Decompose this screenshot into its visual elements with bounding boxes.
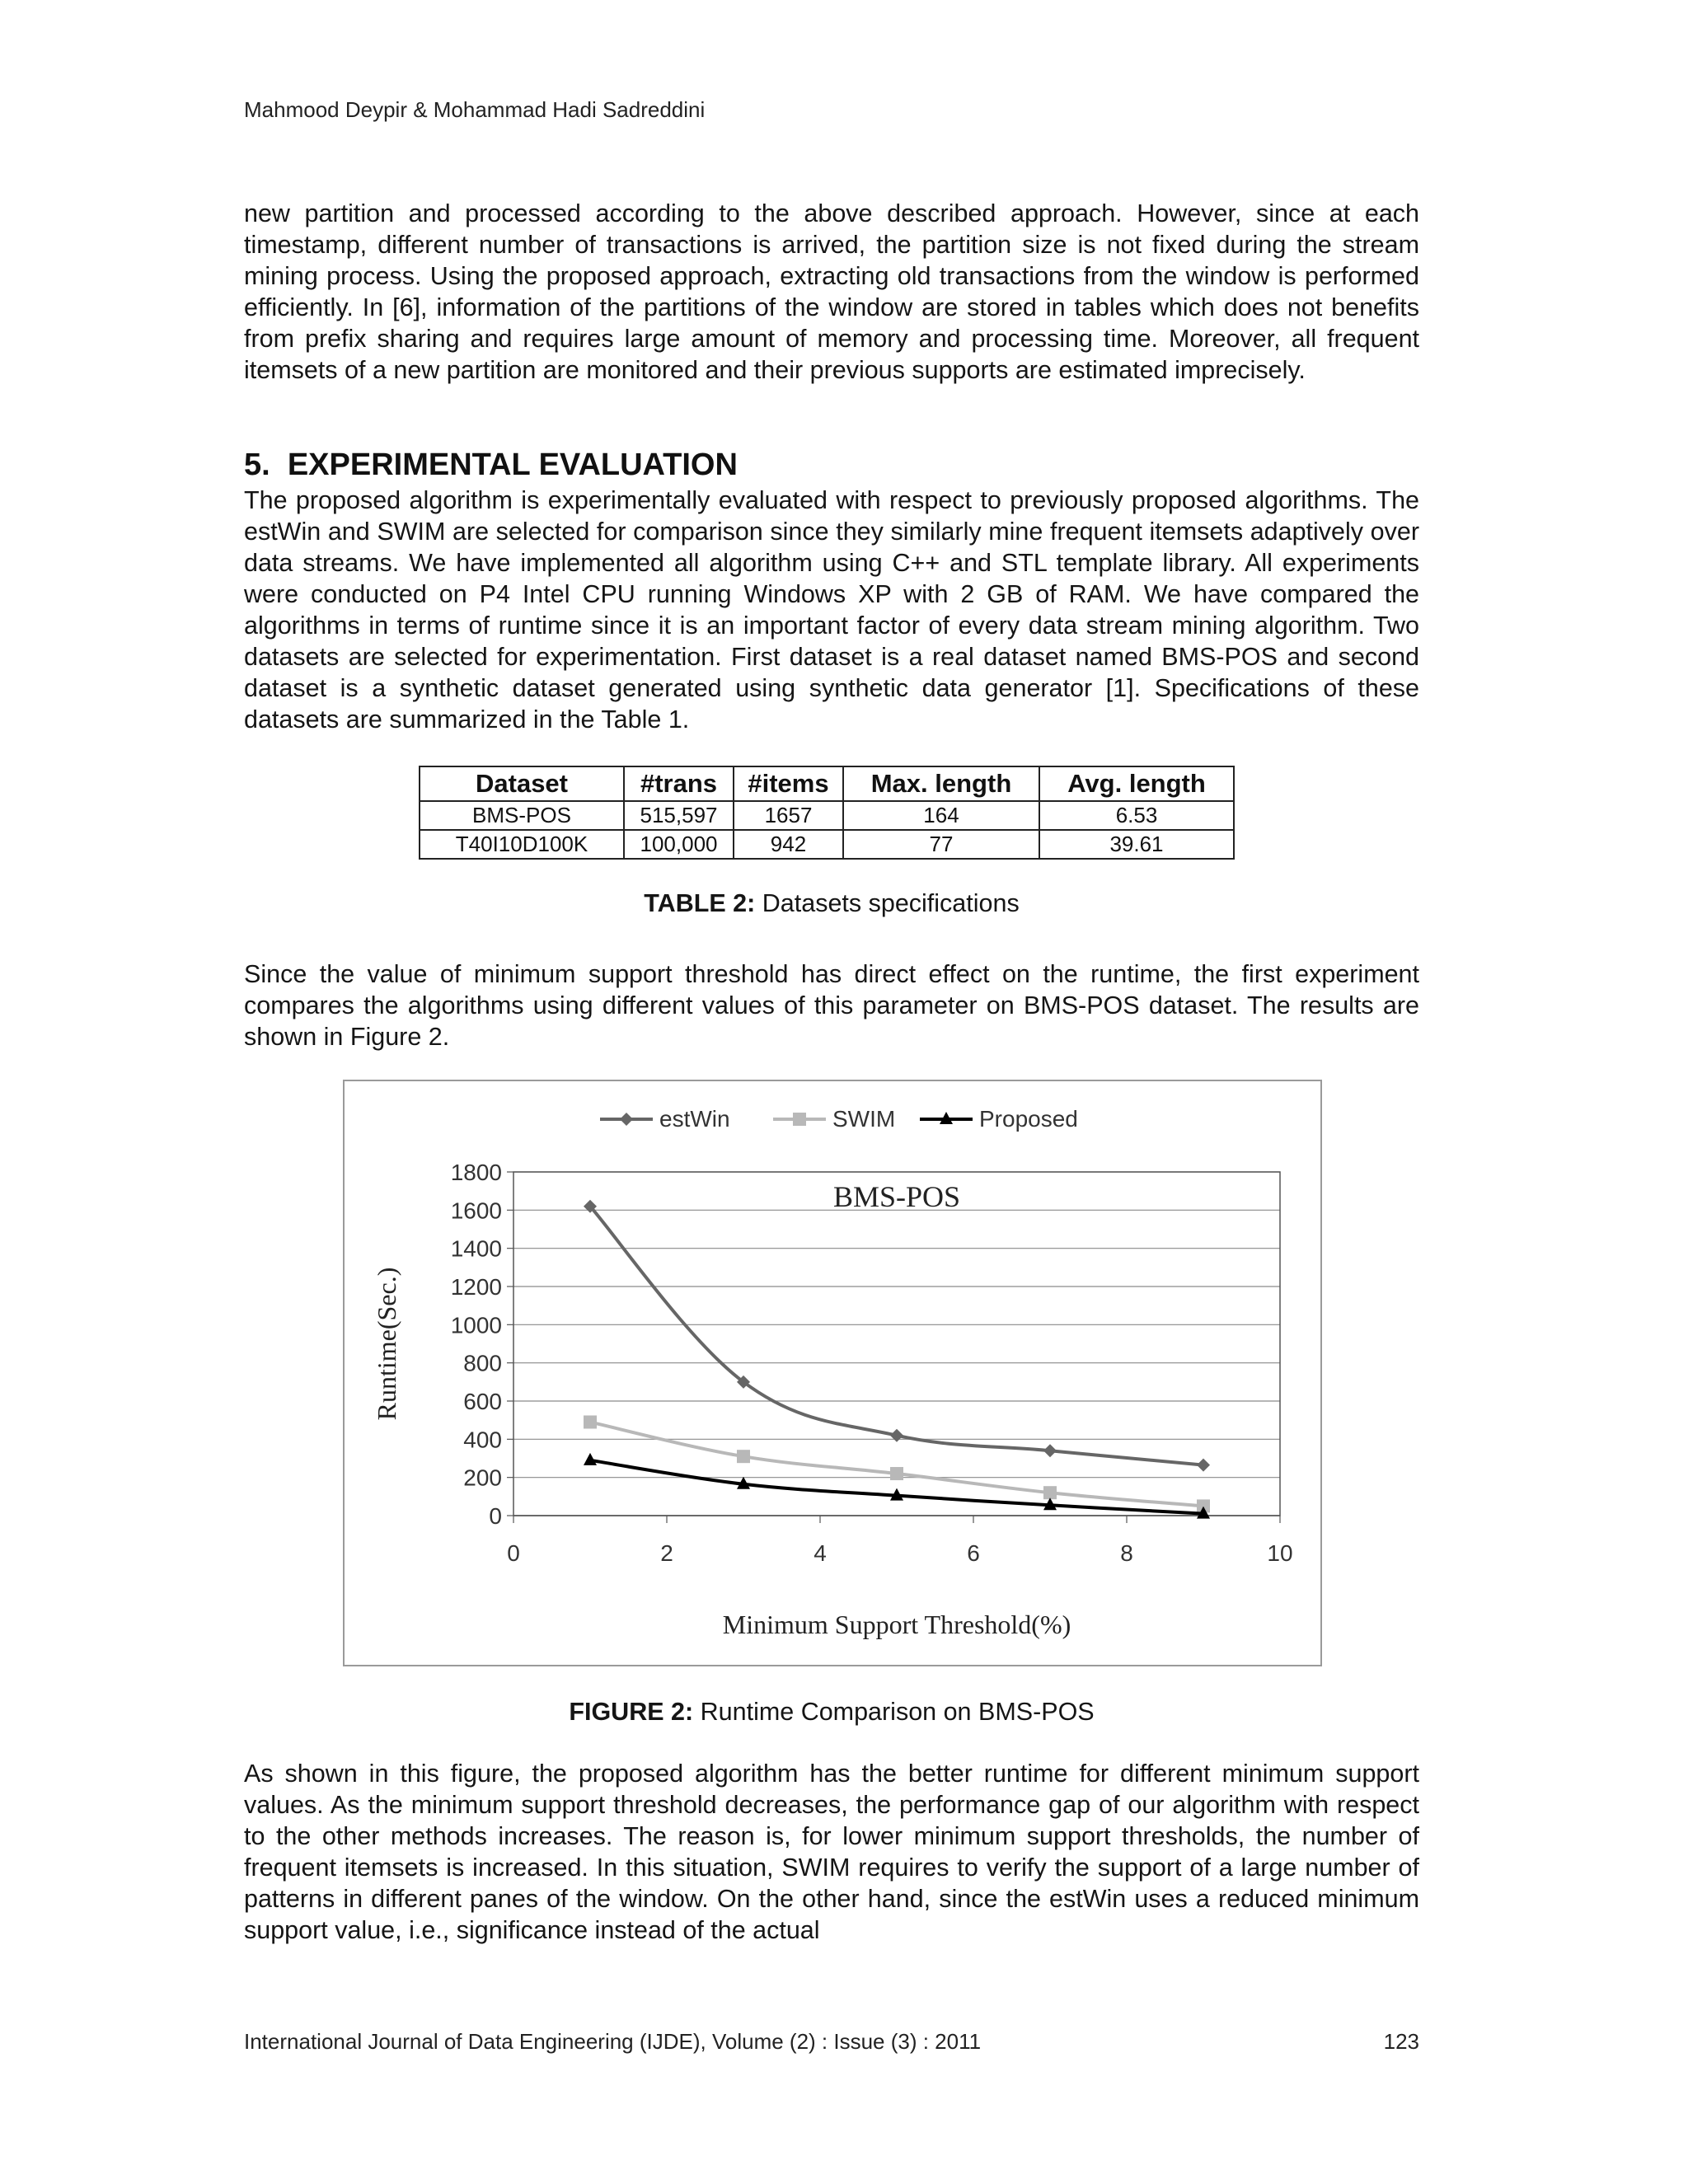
- legend-entry: [920, 1106, 1078, 1132]
- figure-caption: [244, 1698, 1419, 1727]
- table-cell: 6.53: [1039, 801, 1234, 830]
- page-number: 123: [1383, 2029, 1419, 2054]
- y-tick-label: 600: [463, 1389, 502, 1414]
- chart-title: BMS-POS: [832, 1180, 961, 1213]
- y-tick-label: 1200: [450, 1274, 502, 1300]
- data-point: [584, 1453, 597, 1465]
- paragraph-first-experiment: Since the value of minimum support threshold has direct effect on the runtime, the first experiment compares the algorithms using different values of this parameter on BMS-POS dataset. The results are shown in Figure 2.: [244, 960, 1419, 1051]
- table-cell: T40I10D100K: [420, 830, 624, 859]
- table-caption-label: TABLE 2:: [644, 889, 756, 917]
- table-caption-text: Datasets specifications: [755, 889, 1020, 917]
- legend-entry: [773, 1106, 895, 1132]
- legend-label: SWIM: [832, 1106, 896, 1132]
- y-tick-label: 1600: [450, 1197, 502, 1224]
- y-tick-label: 200: [463, 1465, 502, 1491]
- table-header-cell: Max. length: [843, 766, 1039, 801]
- page-footer: [244, 2029, 1419, 2055]
- x-tick-label: 0: [507, 1540, 520, 1566]
- series-estwin: [584, 1200, 1210, 1472]
- data-point: [1043, 1486, 1057, 1499]
- paragraph-discussion: As shown in this figure, the proposed algorithm has the better runtime for different minimum support values. As the minimum support threshold decreases, the performance gap of our algorithm with respect to the other methods increases. The reason is, for lower minimum support thresholds, the number of frequent itemsets is increased. In this situation, SWIM requires to verify the support of a large number of patterns in different panes of the window. On the other hand, since the estWin uses a reduced minimum support value, i.e., significance instead of the actual: [244, 1760, 1419, 1944]
- legend-label: estWin: [659, 1106, 730, 1132]
- y-tick-label: 1800: [450, 1160, 502, 1185]
- figure-frame: [343, 1080, 1322, 1666]
- table-caption: [244, 889, 1419, 918]
- y-tick-label: 1000: [450, 1312, 502, 1338]
- table-header-cell: Avg. length: [1039, 766, 1234, 801]
- legend-label: Proposed: [979, 1106, 1078, 1132]
- section-heading: [244, 448, 738, 483]
- section-title: EXPERIMENTAL EVALUATION: [287, 448, 738, 482]
- runtime-line-chart: [345, 1081, 1320, 1665]
- table-cell: BMS-POS: [420, 801, 624, 830]
- x-tick-label: 4: [814, 1540, 827, 1566]
- x-tick-label: 2: [660, 1540, 673, 1566]
- table-cell: 1657: [734, 801, 843, 830]
- table-cell: 100,000: [624, 830, 734, 859]
- paragraph-intro: new partition and processed according to the above described approach. However, since at each timestamp, different number of transactions is arrived, the partition size is not fixed during the stream mining process. Using the proposed approach, extracting old transactions from the window is performed efficiently. In [6], information of the partitions of the window are stored in tables which does not benefits from prefix sharing and requires large amount of memory and processing time. Moreover, all frequent itemsets of a new partition are monitored and their previous supports are estimated imprecisely.: [244, 199, 1419, 384]
- table-cell: 515,597: [624, 801, 734, 830]
- table-row: [420, 801, 1234, 830]
- y-tick-label: 1400: [450, 1235, 502, 1262]
- plot-area-border: [513, 1172, 1280, 1516]
- table-header-cell: Dataset: [420, 766, 624, 801]
- section-number: 5.: [244, 448, 270, 482]
- journal-citation: International Journal of Data Engineering (IJDE), Volume (2) : Issue (3) : 2011: [244, 2029, 982, 2054]
- figure-caption-text: Runtime Comparison on BMS-POS: [693, 1698, 1095, 1726]
- data-point: [620, 1113, 633, 1126]
- y-tick-label: 400: [463, 1427, 502, 1453]
- data-point: [1043, 1444, 1057, 1457]
- legend-entry: [600, 1106, 730, 1132]
- data-point: [890, 1467, 903, 1480]
- table-cell: 77: [843, 830, 1039, 859]
- datasets-table: [419, 766, 1235, 860]
- chart-series: [584, 1200, 1210, 1519]
- table-cell: 942: [734, 830, 843, 859]
- y-axis-label: Runtime(Sec.): [372, 1267, 401, 1421]
- x-tick-label: 8: [1120, 1540, 1133, 1566]
- x-tick-label: 10: [1267, 1540, 1293, 1566]
- data-point: [737, 1450, 750, 1463]
- chart-legend: [600, 1106, 1078, 1132]
- series-line: [590, 1207, 1203, 1465]
- data-point: [584, 1415, 597, 1428]
- table-header-cell: #items: [734, 766, 843, 801]
- y-tick-label: 0: [489, 1503, 502, 1529]
- table-header-row: [420, 766, 1234, 801]
- table-cell: 164: [843, 801, 1039, 830]
- series-proposed: [584, 1453, 1210, 1519]
- data-point: [793, 1113, 806, 1126]
- x-tick-label: 6: [967, 1540, 980, 1566]
- data-point: [890, 1429, 903, 1442]
- table-row: [420, 830, 1234, 859]
- y-tick-label: 800: [463, 1350, 502, 1376]
- table-header-cell: #trans: [624, 766, 734, 801]
- figure-caption-label: FIGURE 2:: [569, 1698, 694, 1726]
- paragraph-experimental-setup: The proposed algorithm is experimentally evaluated with respect to previously proposed algorithms. The estWin and SWIM are selected for comparison since they similarly mine frequent itemsets adaptively over data streams. We have implemented all algorithm using C++ and STL template library. All experiments were conducted on P4 Intel CPU running Windows XP with 2 GB of RAM. We have compared the algorithms in terms of runtime since it is an important factor of every data stream mining algorithm. Two datasets are selected for experimentation. First dataset is a real dataset named BMS-POS and second dataset is a synthetic dataset generated using synthetic data generator [1]. Specifications of these datasets are summarized in the Table 1.: [244, 486, 1419, 733]
- x-axis-label: Minimum Support Threshold(%): [722, 1610, 1071, 1639]
- data-point: [1197, 1459, 1210, 1472]
- running-head: Mahmood Deypir & Mohammad Hadi Sadreddini: [244, 97, 706, 122]
- table-cell: 39.61: [1039, 830, 1234, 859]
